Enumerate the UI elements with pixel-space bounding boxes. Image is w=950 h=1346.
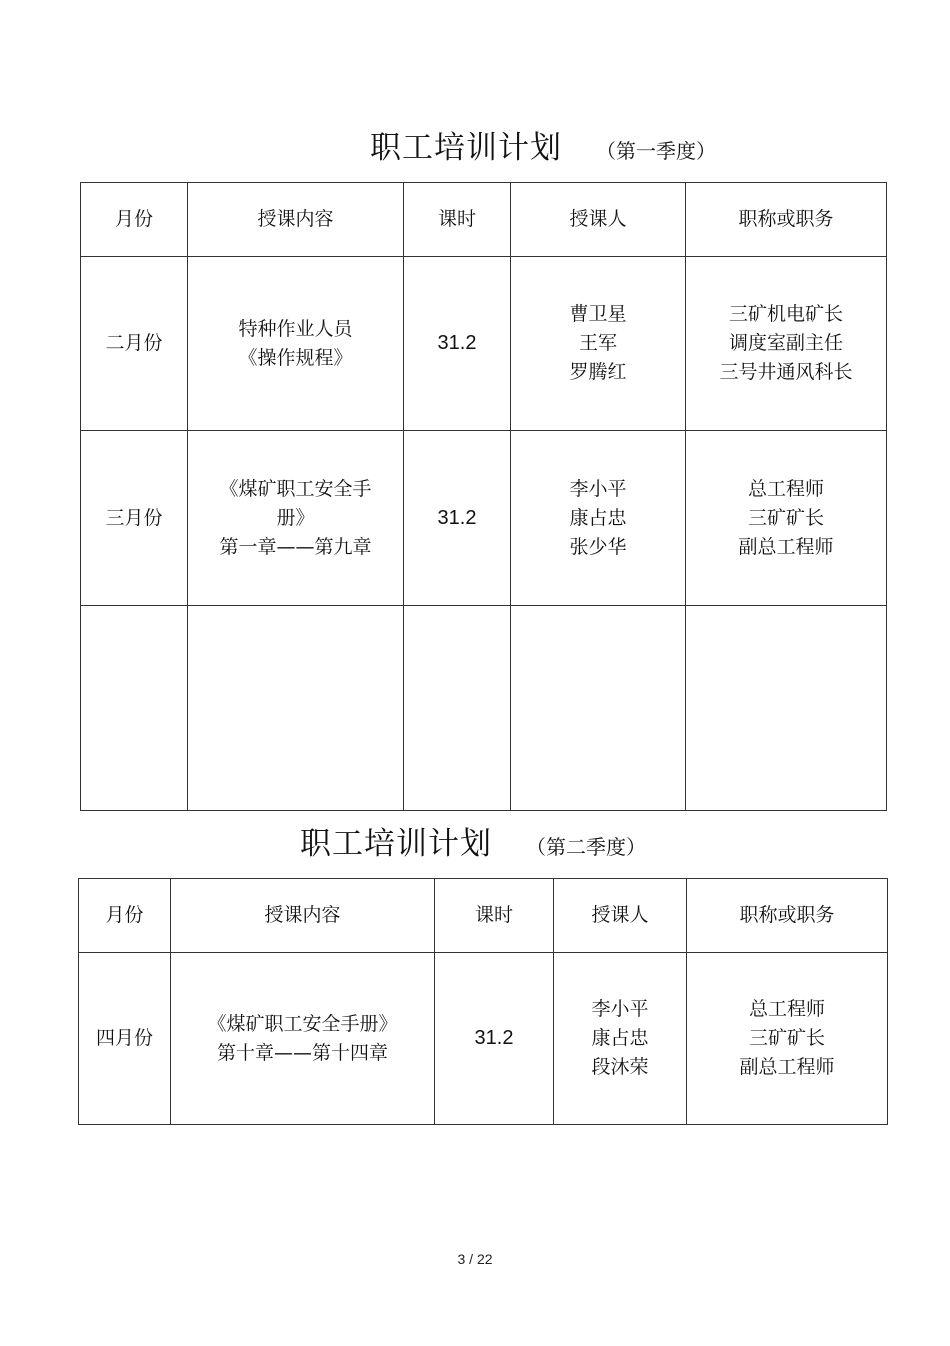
job-title: 三号井通风科长	[719, 361, 853, 383]
empty-cell	[404, 606, 511, 811]
content-cell	[171, 953, 435, 1125]
hours-cell: 31.2	[404, 257, 511, 431]
title-cell	[686, 257, 887, 431]
content-cell	[188, 431, 404, 606]
q2-header-content: 授课内容	[171, 879, 435, 953]
job-title: 三矿矿长	[747, 506, 824, 529]
content-line: 册》	[276, 506, 315, 529]
table-row	[81, 431, 887, 606]
title-cell	[687, 953, 888, 1125]
job-title: 三矿矿长	[748, 1027, 825, 1049]
table-row	[81, 257, 887, 431]
q1-header-teacher: 授课人	[511, 183, 686, 257]
job-title: 副总工程师	[739, 1056, 835, 1078]
month-cell: 三月份	[81, 431, 188, 606]
teacher-name: 李小平	[591, 998, 649, 1020]
q1-header-hours: 课时	[404, 183, 511, 257]
teacher-name: 康占忠	[569, 506, 627, 529]
q2-header-hours: 课时	[435, 879, 554, 953]
q2-header-teacher: 授课人	[554, 879, 687, 953]
month-cell: 四月份	[79, 953, 171, 1125]
job-title: 三矿机电矿长	[728, 303, 843, 325]
table-row	[79, 953, 888, 1125]
teacher-name: 曹卫星	[569, 303, 627, 325]
hours-cell: 31.2	[435, 953, 554, 1125]
q2-header-title: 职称或职务	[687, 879, 888, 953]
content-line: 特种作业人员	[238, 317, 353, 340]
page-number: 3 / 22	[457, 1251, 493, 1267]
empty-cell	[686, 606, 887, 811]
q2-heading	[300, 818, 646, 863]
teacher-name: 李小平	[569, 477, 627, 500]
content-line: 《煤矿职工安全手	[219, 477, 372, 500]
q1-table	[80, 182, 887, 811]
teacher-name: 王军	[578, 332, 617, 354]
job-title: 调度室副主任	[728, 332, 843, 354]
q2-header-row	[79, 879, 888, 953]
empty-cell	[188, 606, 404, 811]
content-line: 《煤矿职工安全手册》	[207, 1012, 398, 1035]
q2-header-month: 月份	[79, 879, 171, 953]
hours-cell: 31.2	[404, 431, 511, 606]
empty-cell	[81, 606, 188, 811]
job-title: 总工程师	[748, 998, 825, 1020]
teacher-cell	[511, 257, 686, 431]
q1-title: 职工培训计划	[370, 130, 562, 166]
q2-title: 职工培训计划	[300, 826, 492, 862]
q2-subtitle: （第二季度）	[526, 835, 646, 859]
teacher-name: 罗腾红	[569, 361, 627, 383]
q1-header-content: 授课内容	[188, 183, 404, 257]
content-line: 《操作规程》	[238, 346, 353, 369]
content-cell	[188, 257, 404, 431]
empty-cell	[511, 606, 686, 811]
empty-table-row	[81, 606, 887, 811]
q1-header-row	[81, 183, 887, 257]
teacher-name: 张少华	[569, 535, 627, 558]
teacher-name: 康占忠	[591, 1027, 649, 1049]
content-line: 第十章——第十四章	[216, 1041, 388, 1064]
q2-table	[78, 878, 888, 1125]
q1-header-title: 职称或职务	[686, 183, 887, 257]
teacher-cell	[554, 953, 687, 1125]
teacher-name: 段沐荣	[591, 1056, 649, 1078]
q1-header-month: 月份	[81, 183, 188, 257]
q1-subtitle: （第一季度）	[596, 139, 716, 163]
content-line: 第一章——第九章	[219, 535, 372, 558]
teacher-cell	[511, 431, 686, 606]
month-cell: 二月份	[81, 257, 188, 431]
job-title: 副总工程师	[738, 535, 834, 558]
title-cell	[686, 431, 887, 606]
q1-heading	[370, 122, 716, 167]
job-title: 总工程师	[747, 477, 824, 500]
